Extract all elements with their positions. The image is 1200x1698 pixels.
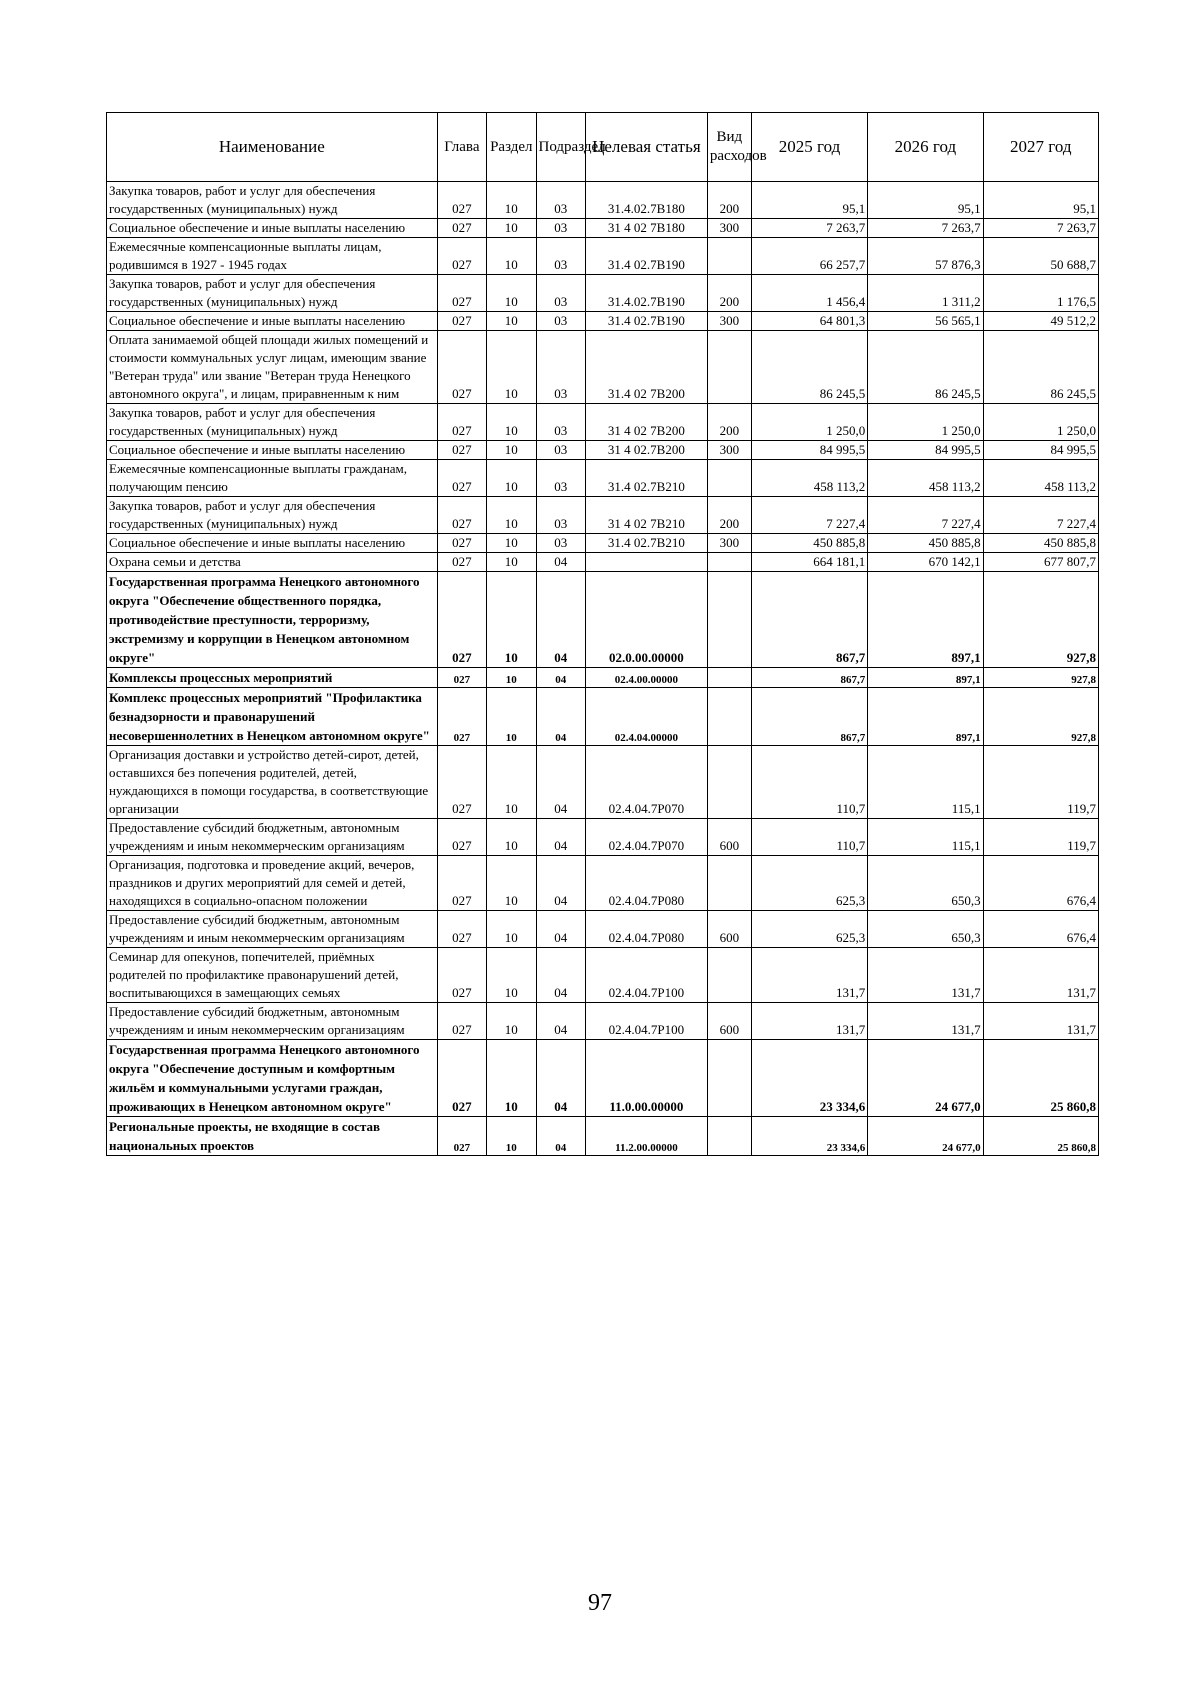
- cell-value-2027: 131,7: [983, 948, 1098, 1003]
- cell-value-2027: 49 512,2: [983, 312, 1098, 331]
- cell-target-article: 31.4.02.7В190: [585, 275, 707, 312]
- cell-value-2026: 897,1: [868, 668, 983, 688]
- cell-value-2025: 1 250,0: [751, 404, 867, 441]
- cell-value-2027: 676,4: [983, 856, 1098, 911]
- cell-value-2025: 110,7: [751, 819, 867, 856]
- cell-value-2027: 84 995,5: [983, 441, 1098, 460]
- cell-podrazdel: 03: [536, 275, 585, 312]
- cell-value-2025: 131,7: [751, 1003, 867, 1040]
- cell-value-2026: 95,1: [868, 182, 983, 219]
- cell-value-2026: 131,7: [868, 1003, 983, 1040]
- cell-razdel: 10: [487, 572, 536, 668]
- cell-glava: 027: [437, 219, 486, 238]
- cell-razdel: 10: [487, 856, 536, 911]
- cell-glava: 027: [437, 572, 486, 668]
- cell-glava: 027: [437, 856, 486, 911]
- cell-razdel: 10: [487, 275, 536, 312]
- table-row: [107, 856, 1099, 911]
- cell-value-2026: 650,3: [868, 856, 983, 911]
- header-row: [107, 113, 1099, 182]
- cell-name: Семинар для опекунов, попечителей, приёмных родителей по профилактике правонарушений детей, воспитывающихся в замещающих семьях: [107, 948, 438, 1003]
- cell-value-2026: 7 227,4: [868, 497, 983, 534]
- cell-name: Государственная программа Ненецкого автономного округа "Обеспечение общественного порядка, противодействие преступности, терроризму, экстремизму и коррупции в Ненецком автономном округе": [107, 572, 438, 668]
- cell-podrazdel: 03: [536, 441, 585, 460]
- cell-value-2026: 1 311,2: [868, 275, 983, 312]
- cell-razdel: 10: [487, 688, 536, 746]
- table-body: [107, 182, 1099, 1156]
- cell-glava: 027: [437, 668, 486, 688]
- cell-value-2027: 458 113,2: [983, 460, 1098, 497]
- cell-value-2025: 7 227,4: [751, 497, 867, 534]
- cell-value-2026: 131,7: [868, 948, 983, 1003]
- cell-glava: 027: [437, 441, 486, 460]
- cell-target-article: 31.4 02.7В190: [585, 238, 707, 275]
- cell-razdel: 10: [487, 819, 536, 856]
- cell-value-2027: 25 860,8: [983, 1117, 1098, 1156]
- cell-glava: 027: [437, 911, 486, 948]
- page-number: 97: [588, 1590, 612, 1616]
- header-expense-type: Вид расходов: [707, 113, 751, 182]
- cell-value-2025: 664 181,1: [751, 553, 867, 572]
- cell-name: Закупка товаров, работ и услуг для обеспечения государственных (муниципальных) нужд: [107, 275, 438, 312]
- cell-value-2025: 23 334,6: [751, 1040, 867, 1117]
- cell-value-2027: 676,4: [983, 911, 1098, 948]
- cell-podrazdel: 04: [536, 688, 585, 746]
- cell-target-article: 02.4.04.7Р100: [585, 948, 707, 1003]
- cell-target-article: 31.4.02.7В180: [585, 182, 707, 219]
- cell-expense-type: [707, 1117, 751, 1156]
- budget-sheet: [106, 112, 1099, 1156]
- cell-glava: 027: [437, 497, 486, 534]
- cell-podrazdel: 03: [536, 312, 585, 331]
- cell-target-article: 31.4 02 7В200: [585, 331, 707, 404]
- cell-podrazdel: 03: [536, 534, 585, 553]
- table-header: [107, 113, 1099, 182]
- cell-expense-type: 300: [707, 441, 751, 460]
- cell-razdel: 10: [487, 534, 536, 553]
- cell-razdel: 10: [487, 331, 536, 404]
- cell-name: Организация, подготовка и проведение акций, вечеров, праздников и других мероприятий для семей и детей, находящихся в социально-опасном положении: [107, 856, 438, 911]
- cell-razdel: 10: [487, 746, 536, 819]
- cell-value-2027: 450 885,8: [983, 534, 1098, 553]
- cell-glava: 027: [437, 553, 486, 572]
- table-row: [107, 688, 1099, 746]
- cell-expense-type: [707, 688, 751, 746]
- cell-name: Закупка товаров, работ и услуг для обеспечения государственных (муниципальных) нужд: [107, 497, 438, 534]
- table-row: [107, 668, 1099, 688]
- cell-razdel: 10: [487, 441, 536, 460]
- cell-value-2025: 86 245,5: [751, 331, 867, 404]
- cell-glava: 027: [437, 238, 486, 275]
- cell-value-2027: 95,1: [983, 182, 1098, 219]
- cell-target-article: 02.4.04.7Р070: [585, 746, 707, 819]
- table-row: [107, 534, 1099, 553]
- cell-target-article: [585, 553, 707, 572]
- cell-value-2025: 625,3: [751, 856, 867, 911]
- cell-podrazdel: 03: [536, 497, 585, 534]
- cell-expense-type: 200: [707, 404, 751, 441]
- cell-value-2027: 1 250,0: [983, 404, 1098, 441]
- cell-target-article: 02.0.00.00000: [585, 572, 707, 668]
- cell-value-2027: 927,8: [983, 572, 1098, 668]
- table-row: [107, 275, 1099, 312]
- table-row: [107, 1117, 1099, 1156]
- cell-value-2026: 1 250,0: [868, 404, 983, 441]
- cell-expense-type: [707, 668, 751, 688]
- cell-target-article: 31.4 02.7В210: [585, 460, 707, 497]
- cell-value-2025: 7 263,7: [751, 219, 867, 238]
- cell-podrazdel: 03: [536, 182, 585, 219]
- cell-podrazdel: 04: [536, 1040, 585, 1117]
- cell-expense-type: 300: [707, 534, 751, 553]
- cell-podrazdel: 04: [536, 572, 585, 668]
- table-row: [107, 238, 1099, 275]
- cell-target-article: 31 4 02 7В180: [585, 219, 707, 238]
- cell-target-article: 02.4.04.7Р100: [585, 1003, 707, 1040]
- table-row: [107, 1003, 1099, 1040]
- cell-razdel: 10: [487, 1040, 536, 1117]
- cell-value-2026: 897,1: [868, 572, 983, 668]
- cell-value-2027: 86 245,5: [983, 331, 1098, 404]
- cell-podrazdel: 03: [536, 238, 585, 275]
- cell-name: Закупка товаров, работ и услуг для обеспечения государственных (муниципальных) нужд: [107, 404, 438, 441]
- cell-target-article: 31.4 02.7В210: [585, 534, 707, 553]
- cell-value-2027: 677 807,7: [983, 553, 1098, 572]
- cell-glava: 027: [437, 404, 486, 441]
- table-row: [107, 497, 1099, 534]
- table-row: [107, 182, 1099, 219]
- cell-target-article: 11.2.00.00000: [585, 1117, 707, 1156]
- table-row: [107, 331, 1099, 404]
- cell-value-2026: 115,1: [868, 746, 983, 819]
- cell-expense-type: 300: [707, 312, 751, 331]
- cell-name: Государственная программа Ненецкого автономного округа "Обеспечение доступным и комфортным жильём и коммунальными услугами граждан, проживающих в Ненецком автономном округе": [107, 1040, 438, 1117]
- cell-value-2026: 650,3: [868, 911, 983, 948]
- cell-name: Ежемесячные компенсационные выплаты лицам, родившимся в 1927 - 1945 годах: [107, 238, 438, 275]
- cell-razdel: 10: [487, 312, 536, 331]
- cell-value-2025: 867,7: [751, 688, 867, 746]
- table-row: [107, 219, 1099, 238]
- cell-value-2026: 86 245,5: [868, 331, 983, 404]
- cell-razdel: 10: [487, 668, 536, 688]
- cell-razdel: 10: [487, 460, 536, 497]
- cell-podrazdel: 04: [536, 1003, 585, 1040]
- cell-glava: 027: [437, 1117, 486, 1156]
- cell-value-2025: 66 257,7: [751, 238, 867, 275]
- cell-razdel: 10: [487, 497, 536, 534]
- cell-value-2026: 670 142,1: [868, 553, 983, 572]
- cell-target-article: 31.4 02.7В190: [585, 312, 707, 331]
- cell-value-2026: 450 885,8: [868, 534, 983, 553]
- cell-value-2027: 927,8: [983, 688, 1098, 746]
- cell-expense-type: [707, 331, 751, 404]
- cell-expense-type: [707, 746, 751, 819]
- table-row: [107, 948, 1099, 1003]
- cell-value-2025: 64 801,3: [751, 312, 867, 331]
- cell-value-2027: 119,7: [983, 746, 1098, 819]
- cell-target-article: 31 4 02.7В200: [585, 441, 707, 460]
- cell-value-2026: 458 113,2: [868, 460, 983, 497]
- cell-name: Комплекс процессных мероприятий "Профилактика безнадзорности и правонарушений несовершеннолетних в Ненецком автономном округе": [107, 688, 438, 746]
- cell-glava: 027: [437, 1040, 486, 1117]
- cell-podrazdel: 04: [536, 911, 585, 948]
- cell-value-2025: 625,3: [751, 911, 867, 948]
- cell-razdel: 10: [487, 182, 536, 219]
- cell-target-article: 11.0.00.00000: [585, 1040, 707, 1117]
- cell-value-2025: 131,7: [751, 948, 867, 1003]
- cell-podrazdel: 04: [536, 553, 585, 572]
- cell-podrazdel: 04: [536, 668, 585, 688]
- cell-name: Региональные проекты, не входящие в состав национальных проектов: [107, 1117, 438, 1156]
- cell-razdel: 10: [487, 1003, 536, 1040]
- table-row: [107, 746, 1099, 819]
- header-year-2025: 2025 год: [751, 113, 867, 182]
- cell-expense-type: 600: [707, 911, 751, 948]
- cell-value-2026: 24 677,0: [868, 1117, 983, 1156]
- cell-expense-type: [707, 1040, 751, 1117]
- cell-value-2026: 115,1: [868, 819, 983, 856]
- header-target-article: Целевая статья: [585, 113, 707, 182]
- cell-expense-type: [707, 238, 751, 275]
- cell-target-article: 02.4.04.00000: [585, 688, 707, 746]
- cell-target-article: 02.4.04.7Р080: [585, 856, 707, 911]
- cell-name: Социальное обеспечение и иные выплаты населению: [107, 312, 438, 331]
- cell-name: Социальное обеспечение и иные выплаты населению: [107, 534, 438, 553]
- table-row: [107, 553, 1099, 572]
- cell-value-2027: 927,8: [983, 668, 1098, 688]
- cell-value-2027: 50 688,7: [983, 238, 1098, 275]
- cell-name: Предоставление субсидий бюджетным, автономным учреждениям и иным некоммерческим организациям: [107, 911, 438, 948]
- cell-glava: 027: [437, 688, 486, 746]
- cell-value-2025: 450 885,8: [751, 534, 867, 553]
- header-year-2027: 2027 год: [983, 113, 1098, 182]
- table-row: [107, 819, 1099, 856]
- cell-razdel: 10: [487, 1117, 536, 1156]
- cell-expense-type: 300: [707, 219, 751, 238]
- table-row: [107, 404, 1099, 441]
- cell-podrazdel: 03: [536, 331, 585, 404]
- cell-razdel: 10: [487, 219, 536, 238]
- cell-value-2027: 7 263,7: [983, 219, 1098, 238]
- cell-glava: 027: [437, 312, 486, 331]
- cell-expense-type: 600: [707, 1003, 751, 1040]
- cell-value-2027: 131,7: [983, 1003, 1098, 1040]
- header-year-2026: 2026 год: [868, 113, 983, 182]
- table-row: [107, 312, 1099, 331]
- cell-target-article: 31 4 02 7В200: [585, 404, 707, 441]
- cell-expense-type: 200: [707, 275, 751, 312]
- budget-table: [106, 112, 1099, 1156]
- cell-target-article: 31 4 02 7В210: [585, 497, 707, 534]
- cell-value-2026: 57 876,3: [868, 238, 983, 275]
- cell-value-2027: 1 176,5: [983, 275, 1098, 312]
- cell-glava: 027: [437, 1003, 486, 1040]
- header-glava: Глава: [437, 113, 486, 182]
- cell-podrazdel: 04: [536, 856, 585, 911]
- cell-expense-type: [707, 553, 751, 572]
- cell-value-2027: 7 227,4: [983, 497, 1098, 534]
- cell-target-article: 02.4.00.00000: [585, 668, 707, 688]
- cell-value-2025: 1 456,4: [751, 275, 867, 312]
- cell-value-2025: 84 995,5: [751, 441, 867, 460]
- cell-value-2026: 897,1: [868, 688, 983, 746]
- cell-podrazdel: 04: [536, 948, 585, 1003]
- cell-expense-type: [707, 856, 751, 911]
- cell-glava: 027: [437, 534, 486, 553]
- cell-name: Охрана семьи и детства: [107, 553, 438, 572]
- cell-razdel: 10: [487, 404, 536, 441]
- cell-podrazdel: 04: [536, 746, 585, 819]
- table-row: [107, 1040, 1099, 1117]
- cell-podrazdel: 03: [536, 460, 585, 497]
- cell-value-2025: 867,7: [751, 668, 867, 688]
- cell-razdel: 10: [487, 948, 536, 1003]
- cell-glava: 027: [437, 460, 486, 497]
- cell-glava: 027: [437, 331, 486, 404]
- cell-podrazdel: 03: [536, 219, 585, 238]
- cell-glava: 027: [437, 948, 486, 1003]
- cell-podrazdel: 04: [536, 1117, 585, 1156]
- cell-value-2026: 84 995,5: [868, 441, 983, 460]
- cell-expense-type: [707, 460, 751, 497]
- table-row: [107, 441, 1099, 460]
- cell-value-2025: 867,7: [751, 572, 867, 668]
- cell-value-2025: 95,1: [751, 182, 867, 219]
- cell-value-2026: 56 565,1: [868, 312, 983, 331]
- cell-name: Социальное обеспечение и иные выплаты населению: [107, 441, 438, 460]
- cell-name: Предоставление субсидий бюджетным, автономным учреждениям и иным некоммерческим организациям: [107, 1003, 438, 1040]
- cell-podrazdel: 04: [536, 819, 585, 856]
- cell-value-2025: 23 334,6: [751, 1117, 867, 1156]
- table-row: [107, 572, 1099, 668]
- cell-name: Ежемесячные компенсационные выплаты гражданам, получающим пенсию: [107, 460, 438, 497]
- cell-expense-type: [707, 948, 751, 1003]
- cell-value-2025: 110,7: [751, 746, 867, 819]
- cell-name: Предоставление субсидий бюджетным, автономным учреждениям и иным некоммерческим организациям: [107, 819, 438, 856]
- cell-glava: 027: [437, 746, 486, 819]
- cell-name: Организация доставки и устройство детей-сирот, детей, оставшихся без попечения родителей, детей, нуждающихся в помощи государства, в соответствующие организации: [107, 746, 438, 819]
- header-podrazdel: Подраздел: [536, 113, 585, 182]
- cell-expense-type: 200: [707, 497, 751, 534]
- cell-name: Оплата занимаемой общей площади жилых помещений и стоимости коммунальных услуг лицам, имеющим звание "Ветеран труда" или звание "Ветеран труда Ненецкого автономного округа", и лицам, приравненным к ним: [107, 331, 438, 404]
- table-row: [107, 460, 1099, 497]
- cell-expense-type: 600: [707, 819, 751, 856]
- cell-glava: 027: [437, 182, 486, 219]
- cell-value-2027: 119,7: [983, 819, 1098, 856]
- header-name: Наименование: [107, 113, 438, 182]
- cell-value-2025: 458 113,2: [751, 460, 867, 497]
- cell-name: Комплексы процессных мероприятий: [107, 668, 438, 688]
- cell-value-2026: 7 263,7: [868, 219, 983, 238]
- cell-value-2026: 24 677,0: [868, 1040, 983, 1117]
- cell-razdel: 10: [487, 238, 536, 275]
- cell-glava: 027: [437, 819, 486, 856]
- cell-podrazdel: 03: [536, 404, 585, 441]
- cell-razdel: 10: [487, 911, 536, 948]
- cell-expense-type: [707, 572, 751, 668]
- header-razdel: Раздел: [487, 113, 536, 182]
- cell-value-2027: 25 860,8: [983, 1040, 1098, 1117]
- cell-glava: 027: [437, 275, 486, 312]
- cell-target-article: 02.4.04.7Р080: [585, 911, 707, 948]
- cell-razdel: 10: [487, 553, 536, 572]
- cell-name: Закупка товаров, работ и услуг для обеспечения государственных (муниципальных) нужд: [107, 182, 438, 219]
- cell-name: Социальное обеспечение и иные выплаты населению: [107, 219, 438, 238]
- cell-expense-type: 200: [707, 182, 751, 219]
- table-row: [107, 911, 1099, 948]
- cell-target-article: 02.4.04.7Р070: [585, 819, 707, 856]
